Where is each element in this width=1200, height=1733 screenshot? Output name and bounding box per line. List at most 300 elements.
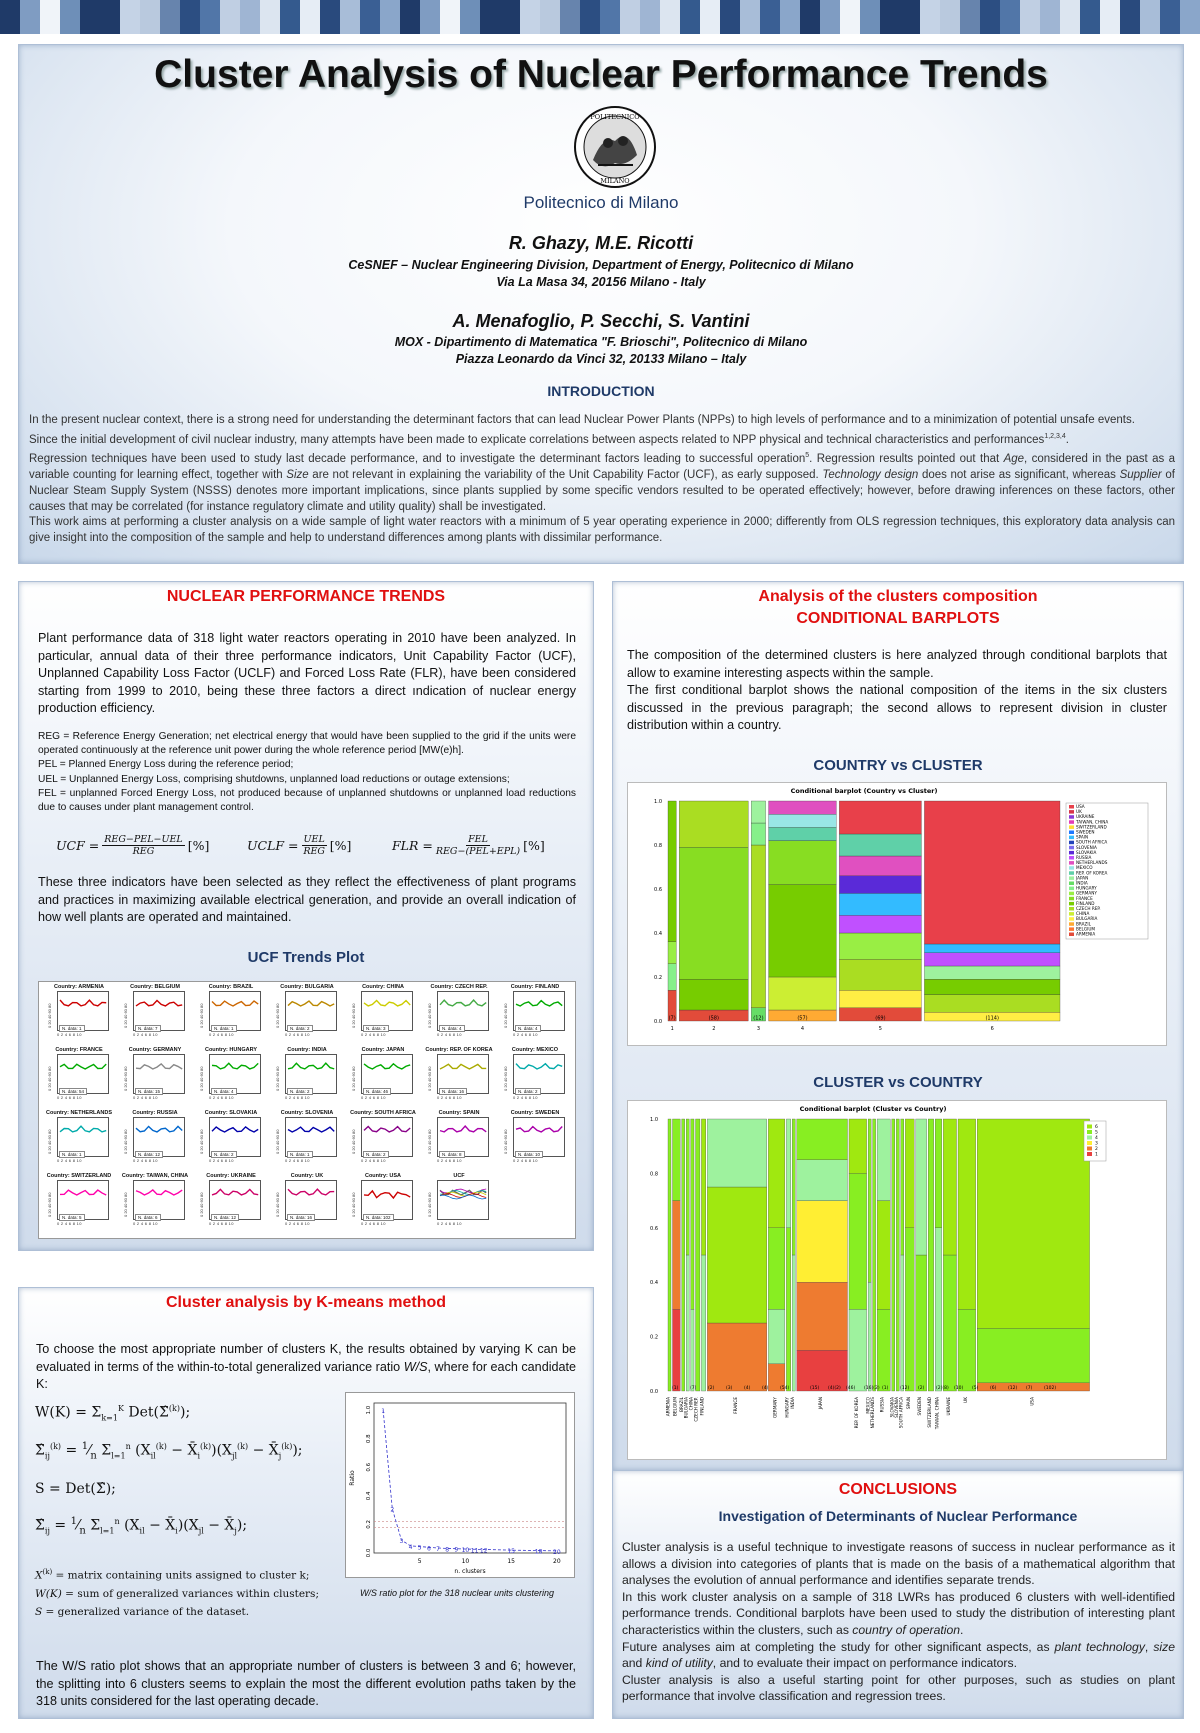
ucf-ndata-label: N. data: 6 — [135, 1214, 161, 1221]
ucf-ndata-label: N. data: 1 — [287, 1151, 313, 1158]
conclusions-p2c: . — [960, 1622, 964, 1637]
cvc2-count-label: (15) — [810, 1386, 820, 1391]
cvc2-segment — [668, 1119, 671, 1391]
ws-point-label: 7 — [436, 1546, 440, 1553]
cvc2-count-label: (54) — [780, 1386, 790, 1391]
ucf-x-ticks: 0 2 4 6 8 10 — [285, 1158, 310, 1163]
ucf-trend-line — [364, 1064, 410, 1069]
ws-y-tick: 0.8 — [366, 1434, 372, 1444]
cvc-legend-label: SOUTH AFRICA — [1076, 839, 1108, 845]
bar-segment — [940, 0, 960, 34]
cvc-legend-swatch — [1069, 927, 1074, 931]
cvc2-segment — [797, 1119, 848, 1160]
cvc-segment — [839, 876, 921, 894]
intro-p3-techdesign: Technology design — [822, 469, 919, 482]
ucf-ndata-label: N. data: 15 — [135, 1088, 163, 1095]
ucf-country-panel — [425, 1110, 493, 1169]
cvc2-x-label: REP. OF KOREA — [853, 1397, 859, 1429]
ws-point-label: 8 — [445, 1546, 450, 1554]
ucf-country-title: Country: BRAZIL — [208, 984, 254, 990]
bar-segment — [960, 0, 980, 34]
ucf-y-ticks: 0 20 40 60 80 — [199, 1192, 204, 1217]
cvc-segment — [839, 959, 921, 990]
ucf-country-title: Country: HUNGARY — [204, 1047, 258, 1053]
ucf-country-panel — [121, 984, 189, 1043]
cvc2-x-label: FRANCE — [733, 1397, 739, 1414]
bar-segment — [1160, 0, 1180, 34]
ucf-trend-line — [364, 1127, 410, 1132]
ucf-trend-line — [288, 1127, 334, 1132]
cvc2-segment — [916, 1255, 927, 1391]
ucf-trend-line — [60, 1000, 106, 1006]
ucf-trend-line — [516, 1001, 562, 1006]
bar-segment — [80, 0, 100, 34]
cvc2-segment — [707, 1119, 767, 1187]
cvc-segment — [839, 990, 921, 1008]
cvc2-x-label: SLOVENIA — [893, 1397, 899, 1418]
cvc2-count-label: (7) — [1026, 1386, 1033, 1391]
ucf-y-ticks: 0 20 40 60 80 — [123, 1003, 128, 1028]
top-decorative-bar — [0, 0, 1200, 34]
cvc-legend-swatch — [1069, 922, 1074, 926]
conclusions-p3a: Future analyses aim at completing the study for other significant aspects, as — [622, 1639, 1055, 1654]
ucf-country-panel — [45, 984, 113, 1043]
seal-text-top: POLITECNICO — [590, 113, 640, 121]
composition-panel — [612, 581, 1184, 1471]
bar-segment — [780, 0, 800, 34]
ucf-trend-line — [288, 1001, 334, 1006]
cvc2-segment — [797, 1160, 848, 1201]
cvc2-segment — [686, 1119, 689, 1255]
intro-heading: INTRODUCTION — [547, 383, 655, 399]
formula-uclf-lhs: UCLF = — [247, 838, 299, 853]
cvc-count-label: (69) — [875, 1015, 886, 1022]
ucf-y-ticks: 0 20 40 60 80 — [503, 1129, 508, 1154]
cvc-segment — [839, 893, 921, 915]
cvc-legend-label: JAPAN — [1076, 875, 1089, 881]
ucf-x-ticks: 0 2 4 6 8 10 — [209, 1032, 234, 1037]
ucf-country-title: Country: SLOVAKIA — [204, 1110, 258, 1116]
cvc2-segment — [707, 1187, 767, 1323]
cvc-legend-label: NETHERLANDS — [1076, 860, 1108, 866]
ws-ratio-plot — [345, 1392, 575, 1578]
formula-flr-lhs: FLR = — [392, 838, 433, 853]
cvc2-x-label: SOUTH AFRICA — [898, 1397, 904, 1429]
formula-uclf-unit: [%] — [329, 838, 352, 853]
bar-segment — [1120, 0, 1140, 34]
cvc2-legend-label: 5 — [1095, 1130, 1098, 1136]
cvc-legend-label: MEXICO — [1076, 865, 1093, 871]
cvc2-x-label: ARMENIA — [665, 1397, 671, 1417]
bar-segment — [880, 0, 900, 34]
ucf-trend-line — [212, 1063, 258, 1069]
cvc-legend-swatch — [1069, 841, 1074, 845]
cvc2-x-label: JAPAN — [818, 1397, 824, 1410]
conclusions-p3e: and — [622, 1656, 646, 1671]
cvc2-segment — [792, 1119, 795, 1255]
ucf-country-title: Country: CHINA — [362, 984, 404, 990]
bar-segment — [640, 0, 660, 34]
ucf-x-ticks: 0 2 4 6 8 10 — [437, 1221, 462, 1226]
cvc-x-label: 4 — [800, 1026, 805, 1032]
cvc-legend-swatch — [1069, 882, 1074, 886]
bar-segment — [20, 0, 40, 34]
cvc-segment — [769, 814, 837, 827]
cvc-legend-label: USA — [1076, 804, 1085, 809]
ucf-ndata-label: N. data: 4 — [515, 1025, 541, 1032]
cvc2-x-label: CZECH REP. — [693, 1397, 699, 1422]
kmeans-p1c: , where for each candidate K: — [36, 1359, 577, 1391]
bar-segment — [980, 0, 1000, 34]
bar-segment — [1020, 0, 1040, 34]
ucf-trend-line — [136, 1190, 182, 1195]
ws-plot-caption: W/S ratio plot for the 318 nuclear units clustering — [359, 1588, 555, 1598]
ucf-country-title: Country: SOUTH AFRICA — [350, 1110, 416, 1116]
ucf-ndata-label: N. data: 2 — [287, 1025, 313, 1032]
cvc2-legend-swatch — [1087, 1125, 1092, 1129]
ucf-trends-plot — [38, 981, 576, 1239]
def-w-text: = sum of generalized variances within clusters; — [61, 1587, 319, 1600]
cvc2-segment — [696, 1119, 700, 1391]
cvc2-segment — [849, 1309, 867, 1391]
conclusions-p4: Cluster analysis is also a useful starting point for other purposes, such as studies on plant performance that involve classification and regression trees. — [622, 1672, 1175, 1704]
cvc2-y-tick: 1.0 — [650, 1117, 658, 1123]
cvc2-y-tick: 0.6 — [650, 1225, 658, 1232]
bar-segment — [1100, 0, 1120, 34]
cvc-legend-label: INDIA — [1076, 880, 1088, 886]
cvc2-count-label: (4)(2) — [828, 1386, 841, 1391]
bar-segment — [40, 0, 60, 34]
formula-flr-num: FEL — [468, 834, 488, 845]
cvc2-segment — [943, 1119, 956, 1255]
authors-group-1: R. Ghazy, M.E. Ricotti — [508, 233, 694, 253]
cvc-segment — [769, 977, 837, 1010]
equation-s: S = Det(Σ̂); — [35, 1481, 116, 1497]
cvc2-y-tick: 0.8 — [650, 1171, 658, 1178]
ws-point-label: 10 — [461, 1547, 470, 1554]
cvc2-segment — [792, 1255, 795, 1391]
kmeans-definitions — [35, 1563, 319, 1621]
ucf-country-title: Country: UK — [290, 1173, 324, 1179]
ucf-ndata-label: N. data: 16 — [287, 1214, 315, 1221]
cvc-x-label: 6 — [990, 1026, 994, 1032]
cvc2-segment — [977, 1328, 1089, 1382]
ucf-x-ticks: 0 2 4 6 8 10 — [57, 1032, 82, 1037]
cvc2-legend-label: 4 — [1095, 1136, 1098, 1141]
cvc2-segment — [943, 1255, 956, 1391]
ws-point-label: 1 — [381, 1408, 386, 1416]
ucf-x-ticks: 0 2 4 6 8 10 — [57, 1221, 82, 1226]
ucf-y-ticks: 0 20 40 60 80 — [427, 1066, 432, 1091]
trends-panel — [18, 581, 594, 1251]
bar-segment — [480, 0, 500, 34]
ucf-country-panel — [273, 1110, 341, 1169]
cvc2-count-label: (10) — [954, 1386, 964, 1391]
ucf-country-title: Country: GERMANY — [128, 1047, 182, 1053]
ucf-country-panel — [273, 1173, 341, 1232]
ucf-x-ticks: 0 2 4 6 8 10 — [285, 1095, 310, 1100]
ws-x-tick: 5 — [417, 1558, 422, 1565]
ucf-ndata-label: N. data: 54 — [59, 1088, 87, 1095]
cvc2-x-label: NETHERLANDS — [870, 1397, 876, 1429]
plot2-heading: CLUSTER vs COUNTRY — [813, 1074, 983, 1091]
ucf-trend-line — [364, 1000, 410, 1005]
intro-p2: Since the initial development of civil nuclear industry, many attempts have been made to explicate correlations between aspects related to NPP physical and technical characteristics and performances — [29, 433, 1045, 446]
ws-y-tick: 0.2 — [366, 1520, 372, 1529]
cvc2-segment — [707, 1323, 767, 1391]
cvc-count-label: (57) — [797, 1015, 808, 1022]
cvc-legend-label: BELGIUM — [1076, 926, 1096, 932]
bar-segment — [420, 0, 440, 34]
cvc-segment — [751, 845, 765, 1008]
ucf-trend-line — [136, 1126, 182, 1132]
cvc2-segment — [691, 1119, 694, 1309]
ucf-x-ticks: 0 2 4 6 8 10 — [133, 1032, 158, 1037]
cvc-segment — [668, 964, 676, 990]
cvc-legend-swatch — [1069, 831, 1074, 835]
cvc-legend-label: FRANCE — [1076, 895, 1093, 901]
ucf-country-panel — [349, 1110, 417, 1169]
cvc-legend-swatch — [1069, 892, 1074, 896]
ucf-x-ticks: 0 2 4 6 8 10 — [57, 1095, 82, 1100]
cvc2-segment — [768, 1119, 785, 1228]
bar-segment — [60, 0, 80, 34]
ws-ratio-svg — [346, 1393, 574, 1577]
bar-segment — [580, 0, 600, 34]
ucf-country-panel — [349, 1173, 417, 1232]
cvc2-segment — [916, 1119, 927, 1255]
bar-segment — [560, 0, 580, 34]
cvc-segment — [924, 953, 1060, 966]
cvc-segment — [839, 915, 921, 933]
def-s-text: = generalized variance of the dataset. — [42, 1605, 250, 1618]
ucf-trend-line — [136, 1064, 182, 1069]
cvc-segment — [668, 801, 676, 942]
cvc2-segment — [877, 1309, 890, 1391]
conclusions-p3-size: size — [1153, 1639, 1175, 1654]
ws-y-tick: 0.0 — [366, 1548, 372, 1558]
cvc2-segment — [849, 1173, 867, 1309]
ucf-trend-line — [364, 1191, 410, 1198]
bar-segment — [260, 0, 280, 34]
ucf-ndata-label: N. data: 1 — [211, 1025, 237, 1032]
ucf-country-title: Country: INDIA — [287, 1047, 327, 1053]
def-fel: FEL = unplanned Forced Energy Loss, not produced because of unplanned shutdowns or unplanned load reductions due to causes under plant management control. — [38, 787, 576, 814]
cvc-legend-label: SWEDEN — [1076, 829, 1095, 835]
bar-segment — [120, 0, 140, 34]
bar-segment — [400, 0, 420, 34]
ucf-country-panel — [501, 1047, 569, 1106]
cvc-legend-label: REP. OF KOREA — [1076, 870, 1108, 876]
country-vs-cluster-svg — [628, 783, 1166, 1045]
ucf-ndata-label: N. data: 8 — [439, 1151, 465, 1158]
def-x-text: = matrix containing units assigned to cluster k; — [52, 1569, 310, 1582]
bar-segment — [1000, 0, 1020, 34]
ucf-y-ticks: 0 20 40 60 80 — [47, 1066, 52, 1091]
formula-flr — [392, 834, 545, 857]
trends-p2: These three indicators have been selected as they reflect the effectiveness of plant programs and practices in maximizing available electrical generation, and provide an overall indication of how well plants are operated and maintained. — [38, 875, 576, 924]
formula-ucf-lhs: UCF = — [56, 838, 100, 853]
cvc-segment — [839, 933, 921, 959]
ucf-y-ticks: 0 20 40 60 80 — [275, 1129, 280, 1154]
ucf-x-ticks: 0 2 4 6 8 10 — [133, 1095, 158, 1100]
conclusions-p3g: , and to evaluate their impact on performance indicators. — [712, 1656, 1017, 1671]
cvc-segment — [668, 942, 676, 964]
bar-segment — [140, 0, 160, 34]
ucf-y-ticks: 0 20 40 60 80 — [47, 1003, 52, 1028]
ucf-x-ticks: 0 2 4 6 8 10 — [285, 1032, 310, 1037]
ucf-x-ticks: 0 2 4 6 8 10 — [361, 1221, 386, 1226]
ucf-country-title: Country: ARMENIA — [54, 984, 104, 990]
intro-text — [29, 413, 1175, 547]
ucf-country-title: Country: SWITZERLAND — [46, 1173, 112, 1179]
cvc2-count-label: (2) — [918, 1386, 925, 1391]
cvc2-count-label: (5) — [972, 1386, 979, 1391]
intro-p3-size: Size — [286, 469, 309, 482]
bar-segment — [460, 0, 480, 34]
ucf-x-ticks: 0 2 4 6 8 10 — [437, 1095, 462, 1100]
composition-text — [627, 647, 1167, 735]
cvc2-segment — [673, 1119, 681, 1201]
bar-segment — [1060, 0, 1080, 34]
cvc2-segment — [877, 1119, 890, 1201]
ucf-country-title: Country: JAPAN — [361, 1047, 405, 1053]
country-vs-cluster-plot — [627, 782, 1167, 1046]
cvc2-x-label: UKRAINE — [945, 1397, 951, 1416]
ucf-y-ticks: 0 20 40 60 80 — [275, 1003, 280, 1028]
bar-segment — [0, 0, 20, 34]
cvc2-x-label: SWITZERLAND — [926, 1397, 932, 1428]
conclusions-p2a: In this work cluster analysis on a sample of 318 LWRs has produced 6 clusters with well-identified performance trends. Conditional barplots have been used to study the distribution of interesting plant characteristics within the clusters, such as — [622, 1589, 1175, 1637]
cvc2-count-label: (7) — [690, 1386, 697, 1391]
intro-p3-supplier: Supplier — [1119, 469, 1162, 482]
intro-p3-b: . Regression results pointed out that — [809, 453, 1004, 466]
ucf-ndata-label: N. data: 3 — [363, 1025, 389, 1032]
cvc2-x-label: SPAIN — [905, 1397, 911, 1410]
cvc2-count-label: (16)(2) — [864, 1386, 880, 1391]
ws-point-label: 20 — [553, 1548, 561, 1556]
ucf-country-frame — [437, 1180, 489, 1220]
ucf-country-title: Country: SLOVENIA — [280, 1110, 334, 1116]
conclusions-subheading: Investigation of Determinants of Nuclear Performance — [718, 1508, 1078, 1524]
bar-segment — [100, 0, 120, 34]
bar-segment — [520, 0, 540, 34]
ucf-country-title: UCF — [453, 1173, 465, 1179]
bar-segment — [860, 0, 880, 34]
cvc2-legend-label: 1 — [1095, 1152, 1098, 1158]
intro-p3-d: , considered in the past as a variable counting for learning effect, together with — [29, 453, 1175, 482]
cvc-legend-swatch — [1069, 856, 1074, 860]
formula-ucf-num: REG−PEL−UEL — [104, 834, 183, 845]
cvc-legend-label: UKRAINE — [1076, 814, 1095, 820]
ucf-country-title: Country: SPAIN — [438, 1110, 480, 1116]
bar-segment — [200, 0, 220, 34]
ucf-ndata-label: N. data: 10 — [515, 1151, 543, 1158]
ucf-ndata-label: N. data: 46 — [363, 1088, 391, 1095]
intro-p3-j: of Nuclear Steam Supply System (NSSS) denotes more important implications, since plants supplied by some specific vendors resulted to be operated effectively; however, before drawing inferences on these factors, other causes that may be correlated (for instance regulatory climate and utility quality) shall be investigated. — [29, 469, 1175, 513]
cvc2-x-label: BELGIUM — [672, 1397, 678, 1417]
ucf-x-ticks: 0 2 4 6 8 10 — [209, 1095, 234, 1100]
kmeans-panel — [18, 1287, 594, 1719]
cvc2-segment — [935, 1228, 942, 1391]
cvc-segment — [924, 979, 1060, 994]
cvc2-y-tick: 0.2 — [650, 1334, 658, 1341]
ucf-country-panel — [273, 1047, 341, 1106]
cvc2-segment — [901, 1255, 904, 1391]
formula-ucf-den: REG — [132, 846, 155, 857]
ucf-country-title: Country: FINLAND — [510, 984, 560, 990]
ucf-trend-line — [212, 1127, 258, 1132]
bar-segment — [620, 0, 640, 34]
conclusions-p2-country: country of operation — [852, 1622, 961, 1637]
ucf-country-title: Country: USA — [364, 1173, 402, 1179]
bar-segment — [1140, 0, 1160, 34]
cvc2-segment — [901, 1119, 904, 1255]
ws-point-label: 4 — [408, 1543, 413, 1551]
trends-p1: Plant performance data of 318 light water reactors operating in 2010 have been analyzed. In particular, annual data of their three performance indicators, Unit Capability Factor (UCF), Unplanned Capability Loss Factor (UCLF) and Forced Loss Rate (FLR), have been considered starting from 1999 to 2010, being these three factors a direct ındication of nuclear energy production efficiency. — [38, 631, 576, 715]
ws-y-tick: 1.0 — [366, 1405, 372, 1415]
ucf-trend-line — [288, 1063, 334, 1069]
affiliation-1-line2: Via La Masa 34, 20156 Milano - Italy — [496, 275, 706, 289]
formula-flr-den: REG−(PEL+EPL) — [435, 846, 521, 857]
cvc2-segment — [977, 1119, 1089, 1328]
ucf-trend-line — [212, 1189, 258, 1195]
ucf-y-ticks: 0 20 40 60 80 — [503, 1066, 508, 1091]
conclusions-p1: Cluster analysis is a useful technique to investigate reasons of success in nuclear performance as it allows a division into categories of plants that is made on the basis of a mathematical algorithm that analyses the evolution of annual performance and identifies separate trends. — [622, 1540, 1175, 1588]
def-reg: REG = Reference Energy Generation; net electrical energy that would have been supplied to the grid if the units were operated continuously at the reference unit power during the whole reference period [MW(e)h]. — [38, 731, 576, 757]
cvc-legend-swatch — [1069, 815, 1074, 819]
cvc2-legend-label: 6 — [1095, 1125, 1098, 1130]
cvc-legend-swatch — [1069, 846, 1074, 850]
cvc2-segment — [797, 1282, 848, 1350]
cvc-legend-swatch — [1069, 876, 1074, 880]
ucf-trend-line — [440, 1000, 486, 1006]
cvc-legend-swatch — [1069, 871, 1074, 875]
cvc2-segment — [797, 1201, 848, 1283]
cvc-legend-label: SPAIN — [1076, 834, 1089, 840]
def-x-symbol: X — [35, 1569, 43, 1582]
bar-segment — [1180, 0, 1200, 34]
cvc-title: Conditional barplot (Country vs Cluster) — [790, 787, 938, 795]
cvc2-x-label: RUSSIA — [879, 1397, 885, 1413]
ucf-country-panel — [197, 1047, 265, 1106]
def-uel: UEL = Unplanned Energy Loss, comprising shutdowns, unplanned load reductions or outage extensions; — [38, 773, 510, 785]
cvc2-count-label: (102) — [1044, 1386, 1057, 1391]
intro-p2-end: . — [1065, 433, 1069, 446]
ucf-country-panel — [121, 1110, 189, 1169]
ws-point-label: 3 — [399, 1538, 404, 1546]
ucf-x-ticks: 0 2 4 6 8 10 — [361, 1032, 386, 1037]
ucf-country-panel — [45, 1047, 113, 1106]
cvc2-segment — [682, 1119, 685, 1391]
ucf-country-title: Country: BELGIUM — [130, 984, 180, 990]
ucf-country-title: Country: MEXICO — [511, 1047, 559, 1053]
cvc-segment — [839, 801, 921, 834]
cvc2-segment — [905, 1228, 914, 1391]
cvc2-segment — [877, 1201, 890, 1310]
cvc-legend-label: SWITZERLAND — [1076, 824, 1107, 830]
cvc2-segment — [673, 1309, 681, 1391]
cvc-segment — [839, 856, 921, 876]
cvc2-segment — [701, 1255, 705, 1391]
cvc-y-tick: 0.6 — [654, 887, 662, 893]
equation-sigma-k: $\Sigmâ_{ij}^{(k)}$ = $^1⁄_n$ $\Sigma_{l=1}^n$ ($X_{il}^{(k)}$ − $X̄_i^{(k)})(X_{jl}^{(k)}$ − $X̄_j^{(k)}$); — [35, 1441, 303, 1462]
cvc-legend-swatch — [1069, 836, 1074, 840]
ucf-country-panel — [121, 1047, 189, 1106]
ucf-ndata-label: N. data: 12 — [211, 1214, 239, 1221]
ucf-trend-line — [60, 1190, 106, 1195]
cvc-segment — [839, 834, 921, 856]
